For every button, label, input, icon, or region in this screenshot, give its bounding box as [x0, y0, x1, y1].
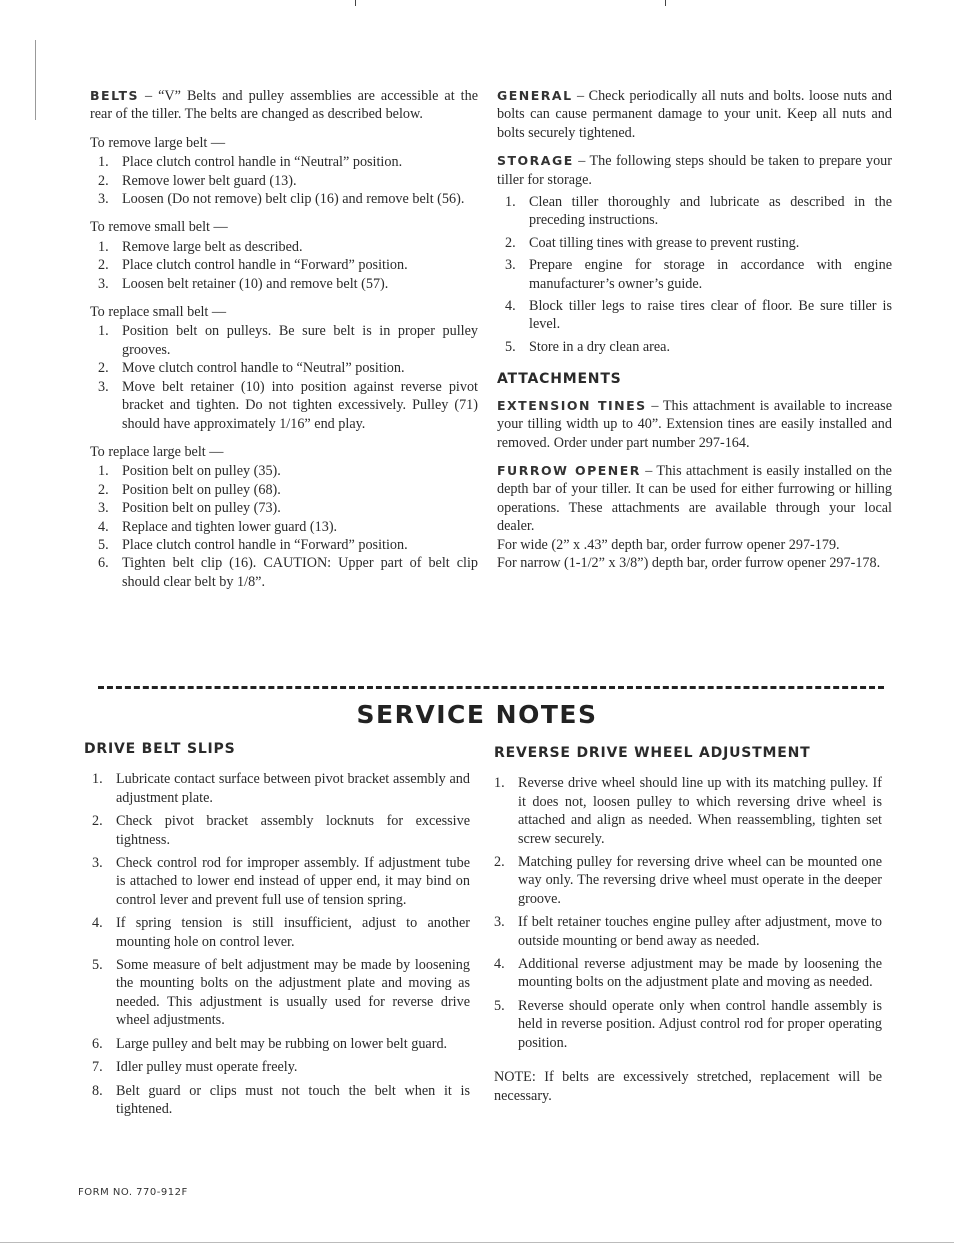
extension-tines-paragraph [497, 397, 892, 452]
item-text: Some measure of belt adjustment may be made by loosening the mounting bolts on the adjustment plate and moving as needed. This adjustment is usually used for reverse drive wheel adjustments. [116, 957, 470, 1029]
list-item [90, 462, 478, 480]
item-text: Coat tilling tines with grease to prevent rusting. [529, 234, 800, 251]
item-number: 3. [98, 275, 109, 292]
list-item [90, 153, 478, 171]
list-item [84, 812, 470, 849]
service-notes-title: SERVICE NOTES [356, 700, 598, 729]
item-number: 1. [92, 771, 103, 788]
list-item [84, 956, 470, 1030]
item-text: Remove lower belt guard (13). [122, 172, 297, 189]
item-number: 5. [494, 997, 505, 1014]
storage-lead: STORAGE [497, 153, 574, 169]
scan-mark-top-2 [665, 0, 666, 6]
list-item [90, 554, 478, 591]
item-text: Place clutch control handle in “Forward” position. [122, 257, 408, 274]
item-number: 4. [92, 915, 103, 932]
list-item [84, 1058, 470, 1076]
scan-mark-left [35, 40, 36, 120]
reverse-drive-list [494, 774, 882, 1052]
item-number: 2. [98, 481, 109, 498]
item-number: 3. [494, 914, 505, 931]
item-text: Loosen belt retainer (10) and remove belt (57). [122, 275, 389, 292]
list-item [90, 536, 478, 554]
furrow-opener-paragraph [497, 462, 892, 536]
storage-text: – The following steps should be taken to prepare your tiller for storage. [497, 153, 892, 188]
furrow-opener-lead: FURROW OPENER [497, 462, 641, 478]
item-number: 4. [98, 518, 109, 535]
wide-bar-note: For wide (2” x .43” depth bar, order furrow opener 297-179. [497, 536, 840, 553]
list-item [90, 256, 478, 274]
list-item [84, 1082, 470, 1119]
item-number: 1. [98, 463, 109, 480]
item-text: If spring tension is still insufficient, adjust to another mounting hole on control lever. [116, 915, 470, 950]
general-text: – Check periodically all nuts and bolts. loose nuts and bolts can cause permanent damage to your unit. Keep all nuts and bolts securely tightened. [497, 88, 892, 141]
list-item [90, 322, 478, 359]
item-text: Place clutch control handle in “Neutral” position. [122, 154, 403, 171]
replace-small-intro: To replace small belt — [90, 304, 227, 321]
item-number: 5. [92, 957, 103, 974]
remove-large-list [90, 153, 478, 208]
drive-belt-slips-section [84, 740, 470, 1128]
list-item [494, 774, 882, 848]
item-number: 3. [505, 257, 516, 274]
replace-small-list [90, 322, 478, 432]
drive-belt-slips-heading: DRIVE BELT SLIPS [84, 741, 236, 757]
narrow-bar-note: For narrow (1-1/2” x 3/8”) depth bar, order furrow opener 297-178. [497, 554, 881, 571]
item-text: Move clutch control handle to “Neutral” position. [122, 360, 405, 377]
item-number: 8. [92, 1082, 103, 1099]
storage-paragraph [497, 152, 892, 189]
general-lead: GENERAL [497, 88, 573, 103]
dashed-divider [98, 686, 884, 689]
remove-large-intro: To remove large belt — [90, 134, 226, 151]
item-number: 5. [505, 338, 516, 355]
item-number: 5. [98, 536, 109, 553]
item-number: 3. [98, 500, 109, 517]
belts-column [90, 87, 478, 601]
general-paragraph [497, 87, 892, 142]
scan-edge-bottom [0, 1242, 954, 1243]
list-item [497, 193, 892, 230]
list-item [494, 913, 882, 950]
furrow-opener-text: – This attachment is easily installed on the depth bar of your tiller. It can be used for either furrowing or hilling operations. These attachments are available through your local dealer. [497, 462, 892, 535]
item-text: Block tiller legs to raise tires clear of floor. Be sure tiller is level. [529, 298, 892, 333]
item-text: Place clutch control handle in “Forward” position. [122, 536, 408, 553]
list-item [84, 854, 470, 909]
replace-large-intro: To replace large belt — [90, 443, 224, 460]
list-item [84, 914, 470, 951]
reverse-drive-section [494, 744, 882, 1115]
item-text: Position belt on pulley (35). [122, 463, 281, 480]
list-item [497, 234, 892, 252]
item-number: 2. [505, 234, 516, 251]
item-number: 1. [98, 154, 109, 171]
item-number: 4. [505, 298, 516, 315]
item-text: Belt guard or clips must not touch the belt when it is tightened. [116, 1082, 470, 1117]
list-item [494, 955, 882, 992]
item-number: 4. [494, 956, 505, 973]
list-item [497, 297, 892, 334]
item-number: 6. [92, 1035, 103, 1052]
list-item [90, 481, 478, 499]
remove-small-intro: To remove small belt — [90, 219, 228, 236]
item-text: Position belt on pulley (73). [122, 500, 281, 517]
item-text: Replace and tighten lower guard (13). [122, 518, 338, 535]
item-text: Prepare engine for storage in accordance with engine manufacturer’s owner’s guide. [529, 257, 892, 292]
item-text: Reverse drive wheel should line up with its matching pulley. If it does not, loosen pulley to which reversing drive wheel is attached and align as needed. When reassembling, tighten set screw securely. [518, 775, 882, 847]
item-number: 1. [494, 775, 505, 792]
item-text: Position belt on pulley (68). [122, 481, 281, 498]
item-text: Idler pulley must operate freely. [116, 1059, 298, 1076]
list-item [90, 378, 478, 433]
item-number: 1. [98, 238, 109, 255]
remove-small-list [90, 238, 478, 293]
scan-mark-top-1 [355, 0, 356, 6]
item-text: Remove large belt as described. [122, 238, 303, 255]
list-item [497, 338, 892, 356]
item-text: Reverse should operate only when control handle assembly is held in reverse position. Adjust control rod for proper operating position. [518, 997, 882, 1051]
list-item [90, 275, 478, 293]
list-item [494, 997, 882, 1052]
belts-paragraph [90, 87, 478, 124]
list-item [90, 238, 478, 256]
item-text: Lubricate contact surface between pivot bracket assembly and adjustment plate. [116, 771, 470, 806]
item-text: Tighten belt clip (16). CAUTION: Upper part of belt clip should clear belt by 1/8”. [122, 555, 478, 590]
item-number: 2. [98, 360, 109, 377]
item-text: Large pulley and belt may be rubbing on lower belt guard. [116, 1035, 448, 1052]
extension-tines-lead: EXTENSION TINES [497, 397, 647, 413]
item-text: Store in a dry clean area. [529, 338, 671, 355]
reverse-drive-heading: REVERSE DRIVE WHEEL ADJUSTMENT [494, 745, 811, 761]
maintenance-column [497, 87, 892, 582]
item-number: 1. [98, 323, 109, 340]
item-number: 2. [494, 854, 505, 871]
item-number: 2. [98, 257, 109, 274]
list-item [84, 1035, 470, 1053]
item-text: Clean tiller thoroughly and lubricate as described in the preceding instructions. [529, 194, 892, 229]
item-number: 3. [92, 855, 103, 872]
list-item [90, 499, 478, 517]
item-text: Additional reverse adjustment may be made by loosening the mounting bolts on the adjustment plate and moving as needed. [518, 956, 882, 991]
form-number: FORM NO. 770-912F [78, 1187, 188, 1198]
stretched-belts-note: NOTE: If belts are excessively stretched, replacement will be necessary. [494, 1069, 882, 1104]
drive-belt-slips-list [84, 770, 470, 1118]
belts-text: – “V” Belts and pulley assemblies are accessible at the rear of the tiller. The belts are changed as described below. [90, 88, 478, 123]
list-item [497, 256, 892, 293]
item-number: 1. [505, 194, 516, 211]
list-item [90, 359, 478, 377]
belts-lead: BELTS [90, 88, 139, 103]
list-item [90, 172, 478, 190]
item-number: 2. [98, 172, 109, 189]
list-item [84, 770, 470, 807]
item-text: If belt retainer touches engine pulley after adjustment, move to outside mounting or bend away as needed. [518, 914, 882, 949]
item-number: 7. [92, 1059, 103, 1076]
extension-tines-text: – This attachment is available to increase your tilling width up to 40”. Extension tines are easily installed and removed. Order under part number 297-164. [497, 397, 893, 451]
item-number: 2. [92, 813, 103, 830]
list-item [90, 190, 478, 208]
list-item [494, 853, 882, 908]
item-text: Check control rod for improper assembly. If adjustment tube is attached to lower end instead of upper end, it may bind on control lever and prevent full use of tension spring. [116, 855, 470, 908]
item-text: Loosen (Do not remove) belt clip (16) and remove belt (56). [122, 191, 465, 208]
item-text: Check pivot bracket assembly locknuts for excessive tightness. [116, 813, 470, 848]
item-number: 3. [98, 191, 109, 208]
item-number: 6. [98, 555, 109, 572]
item-number: 3. [98, 378, 109, 395]
item-text: Position belt on pulleys. Be sure belt is in proper pulley grooves. [122, 323, 478, 358]
replace-large-list [90, 462, 478, 591]
item-text: Matching pulley for reversing drive wheel can be mounted one way only. The reversing drive wheel must operate in the deeper groove. [518, 854, 882, 907]
storage-list [497, 193, 892, 356]
list-item [90, 518, 478, 536]
attachments-heading: ATTACHMENTS [497, 371, 622, 388]
item-text: Move belt retainer (10) into position against reverse pivot bracket and tighten. Do not tighten excessively. Pulley (71) should have approximately 1/16” end play. [122, 378, 478, 432]
